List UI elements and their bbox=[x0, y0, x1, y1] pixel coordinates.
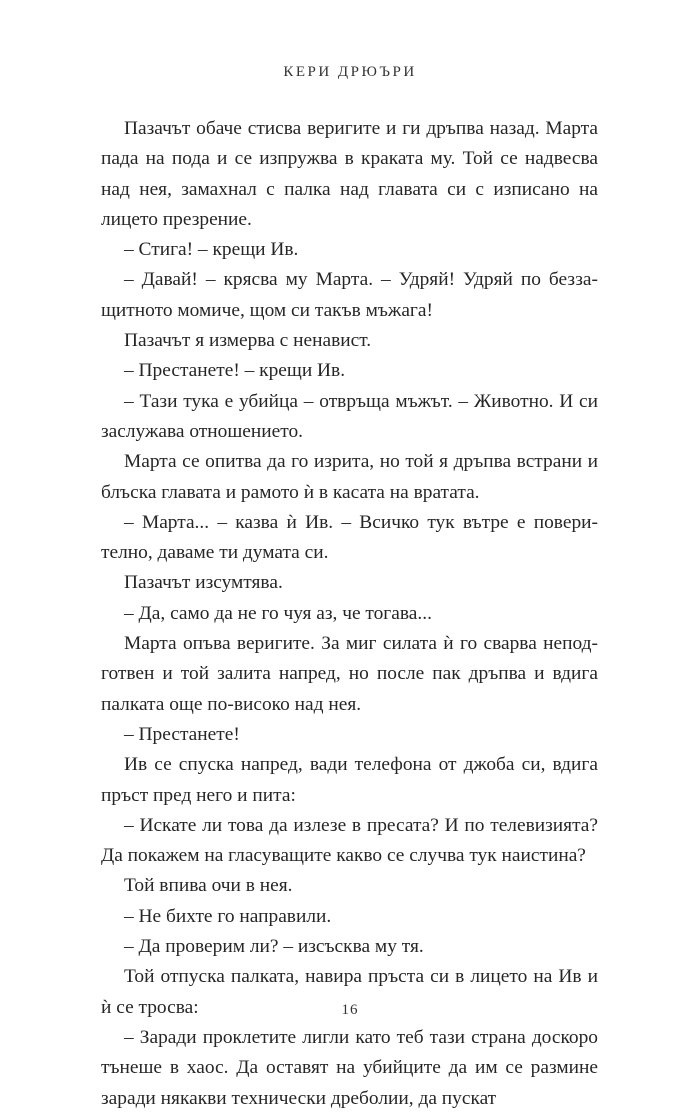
running-header-author: КЕРИ ДРЮЪРИ bbox=[283, 64, 417, 80]
paragraph: Ив се спуска напред, вади телефона от джоба си, вдига пръст пред него и пита: bbox=[101, 754, 598, 806]
paragraph: Той отпуска палката, навира пръста си в лицето на Ив и ѝ се тросва: bbox=[101, 966, 598, 1018]
paragraph: – Стига! – крещи Ив. bbox=[124, 239, 299, 261]
paragraph: Той впива очи в нея. bbox=[124, 875, 293, 897]
paragraph: – Престанете! bbox=[124, 723, 240, 745]
body-text bbox=[101, 114, 598, 1114]
paragraph: – Марта... – казва ѝ Ив. – Всичко тук вътре е поверително, даваме ти думата си. bbox=[101, 511, 598, 564]
paragraph: Пазачът я измерва с ненавист. bbox=[124, 330, 372, 352]
paragraph: – Не бихте го направили. bbox=[124, 905, 332, 927]
page-number: 16 bbox=[341, 1002, 359, 1018]
paragraph: Марта опъва веригите. За миг силата ѝ го сварва неподготвен и той залита напред, но после пак дръпва и вдига палката още по-високо над нея. bbox=[101, 633, 598, 715]
paragraph: – Да, само да не го чуя аз, че тогава... bbox=[124, 602, 432, 624]
paragraph: Пазачът обаче стисва веригите и ги дръпва назад. Марта пада на пода и се изпружва в краката му. Той се надвесва над нея, замахнал с палка над главата си с изписано на лицето презрение. bbox=[101, 118, 598, 230]
paragraph: – Давай! – крясва му Марта. – Удряй! Удряй по беззащитното момиче, щом си такъв мъжага! bbox=[101, 269, 598, 321]
paragraph: – Искате ли това да излезе в пресата? И по телевизията? Да покажем на гласуващите какво се случва тук наистина? bbox=[101, 814, 598, 867]
paragraph: – Тази тука е убийца – отвръща мъжът. – Животно. И си заслужава отношението. bbox=[101, 390, 598, 442]
paragraph: – Заради проклетите лигли като теб тази страна доскоро тънеше в хаос. Да оставят на убийците да им се размине заради някакви технически дреболии, да пускат bbox=[101, 1026, 598, 1109]
paragraph: Пазачът изсумтява. bbox=[124, 572, 283, 594]
paragraph: – Престанете! – крещи Ив. bbox=[124, 360, 346, 382]
paragraph: – Да проверим ли? – изсъсква му тя. bbox=[124, 936, 424, 958]
paragraph: Марта се опитва да го изрита, но той я дръпва встрани и блъска главата и рамото ѝ в касата на вратата. bbox=[101, 451, 598, 503]
